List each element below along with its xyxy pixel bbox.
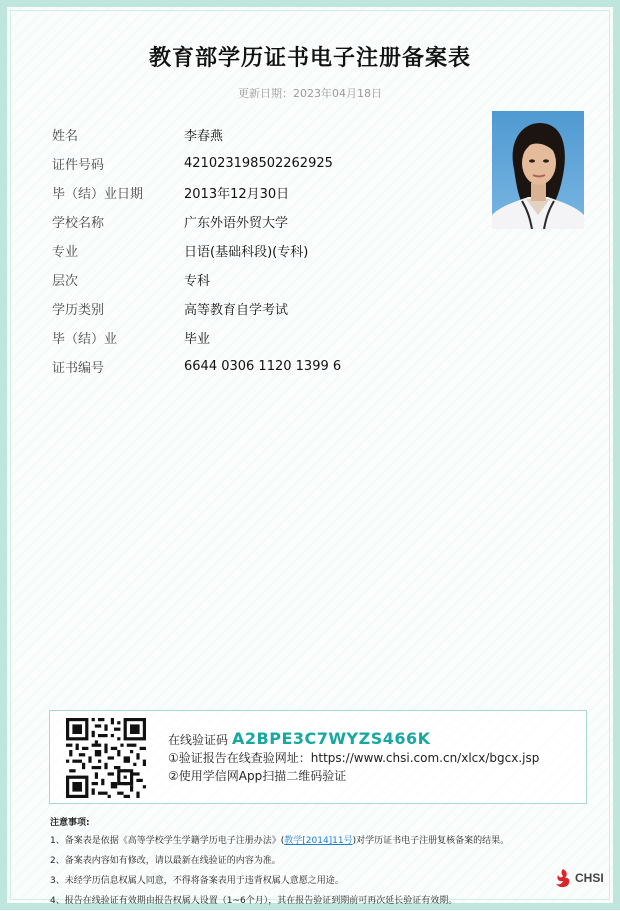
field-row-education-type [52,294,472,323]
note-item: 2、备案表内容如有修改，请以最新在线验证的内容为准。 [50,856,281,866]
update-date: 更新日期：2023年04月18日 [238,87,382,100]
field-row-id-number [52,149,472,178]
field-label: 毕（结）业日期 [52,187,144,202]
field-label: 层次 [52,274,79,289]
field-label: 证书编号 [52,361,105,376]
chsi-logo [553,867,604,889]
info-fields [52,120,472,381]
chsi-logo-text: CHSI [575,871,604,885]
regulation-link[interactable]: 教学[2014]11号 [284,836,353,846]
field-label: 毕（结）业 [52,332,118,347]
field-value: 2013年12月30日 [184,187,290,202]
notes-title: 注意事项: [50,818,90,828]
verify-code: A2BPE3C7WYZS466K [232,729,431,748]
verify-app-line: ②使用学信网App扫描二维码验证 [168,769,347,783]
notes-section [50,815,590,911]
note-item [50,831,590,851]
verification-box [49,710,587,804]
id-photo [492,111,584,229]
field-row-graduation-status [52,323,472,352]
page-title: 教育部学历证书电子注册备案表 [148,46,471,71]
field-value: 专科 [184,274,211,289]
portrait-icon [492,111,584,229]
field-row-level [52,265,472,294]
note-item: 3、未经学历信息权属人同意，不得将备案表用于违背权属人意愿之用途。 [50,876,344,886]
note-text: )对学历证书电子注册复核备案的结果。 [352,836,510,846]
field-value: 李春燕 [184,129,224,144]
chsi-logo-icon [553,867,573,889]
field-label: 姓名 [52,129,79,144]
qr-code-icon[interactable] [66,718,146,798]
verification-text [168,729,539,785]
note-item: 4、报告在线验证有效期由报告权属人设置（1~6个月），其在报告验证到期前可再次延长验证有效期。 [50,896,458,906]
field-value: 日语(基础科段)(专科) [184,245,309,260]
field-label: 学历类别 [52,303,105,318]
field-row-name [52,120,472,149]
field-value: 毕业 [184,332,211,347]
verify-code-label: 在线验证码 [168,733,229,747]
field-label: 学校名称 [52,216,105,231]
field-value: 广东外语外贸大学 [184,216,289,231]
field-label: 证件号码 [52,158,105,173]
verify-url-line: ①验证报告在线查验网址：https://www.chsi.com.cn/xlcx/bgcx.jsp [168,751,540,765]
field-row-graduation-date [52,178,472,207]
field-row-school [52,207,472,236]
field-value: 421023198502262925 [184,156,333,171]
note-text: 1、备案表是依据《高等学校学生学籍学历电子注册办法》( [50,836,285,846]
field-row-certificate-number [52,352,472,381]
field-value: 6644 0306 1120 1399 6 [184,359,342,374]
field-label: 专业 [52,245,79,260]
field-value: 高等教育自学考试 [184,303,289,318]
field-row-major [52,236,472,265]
